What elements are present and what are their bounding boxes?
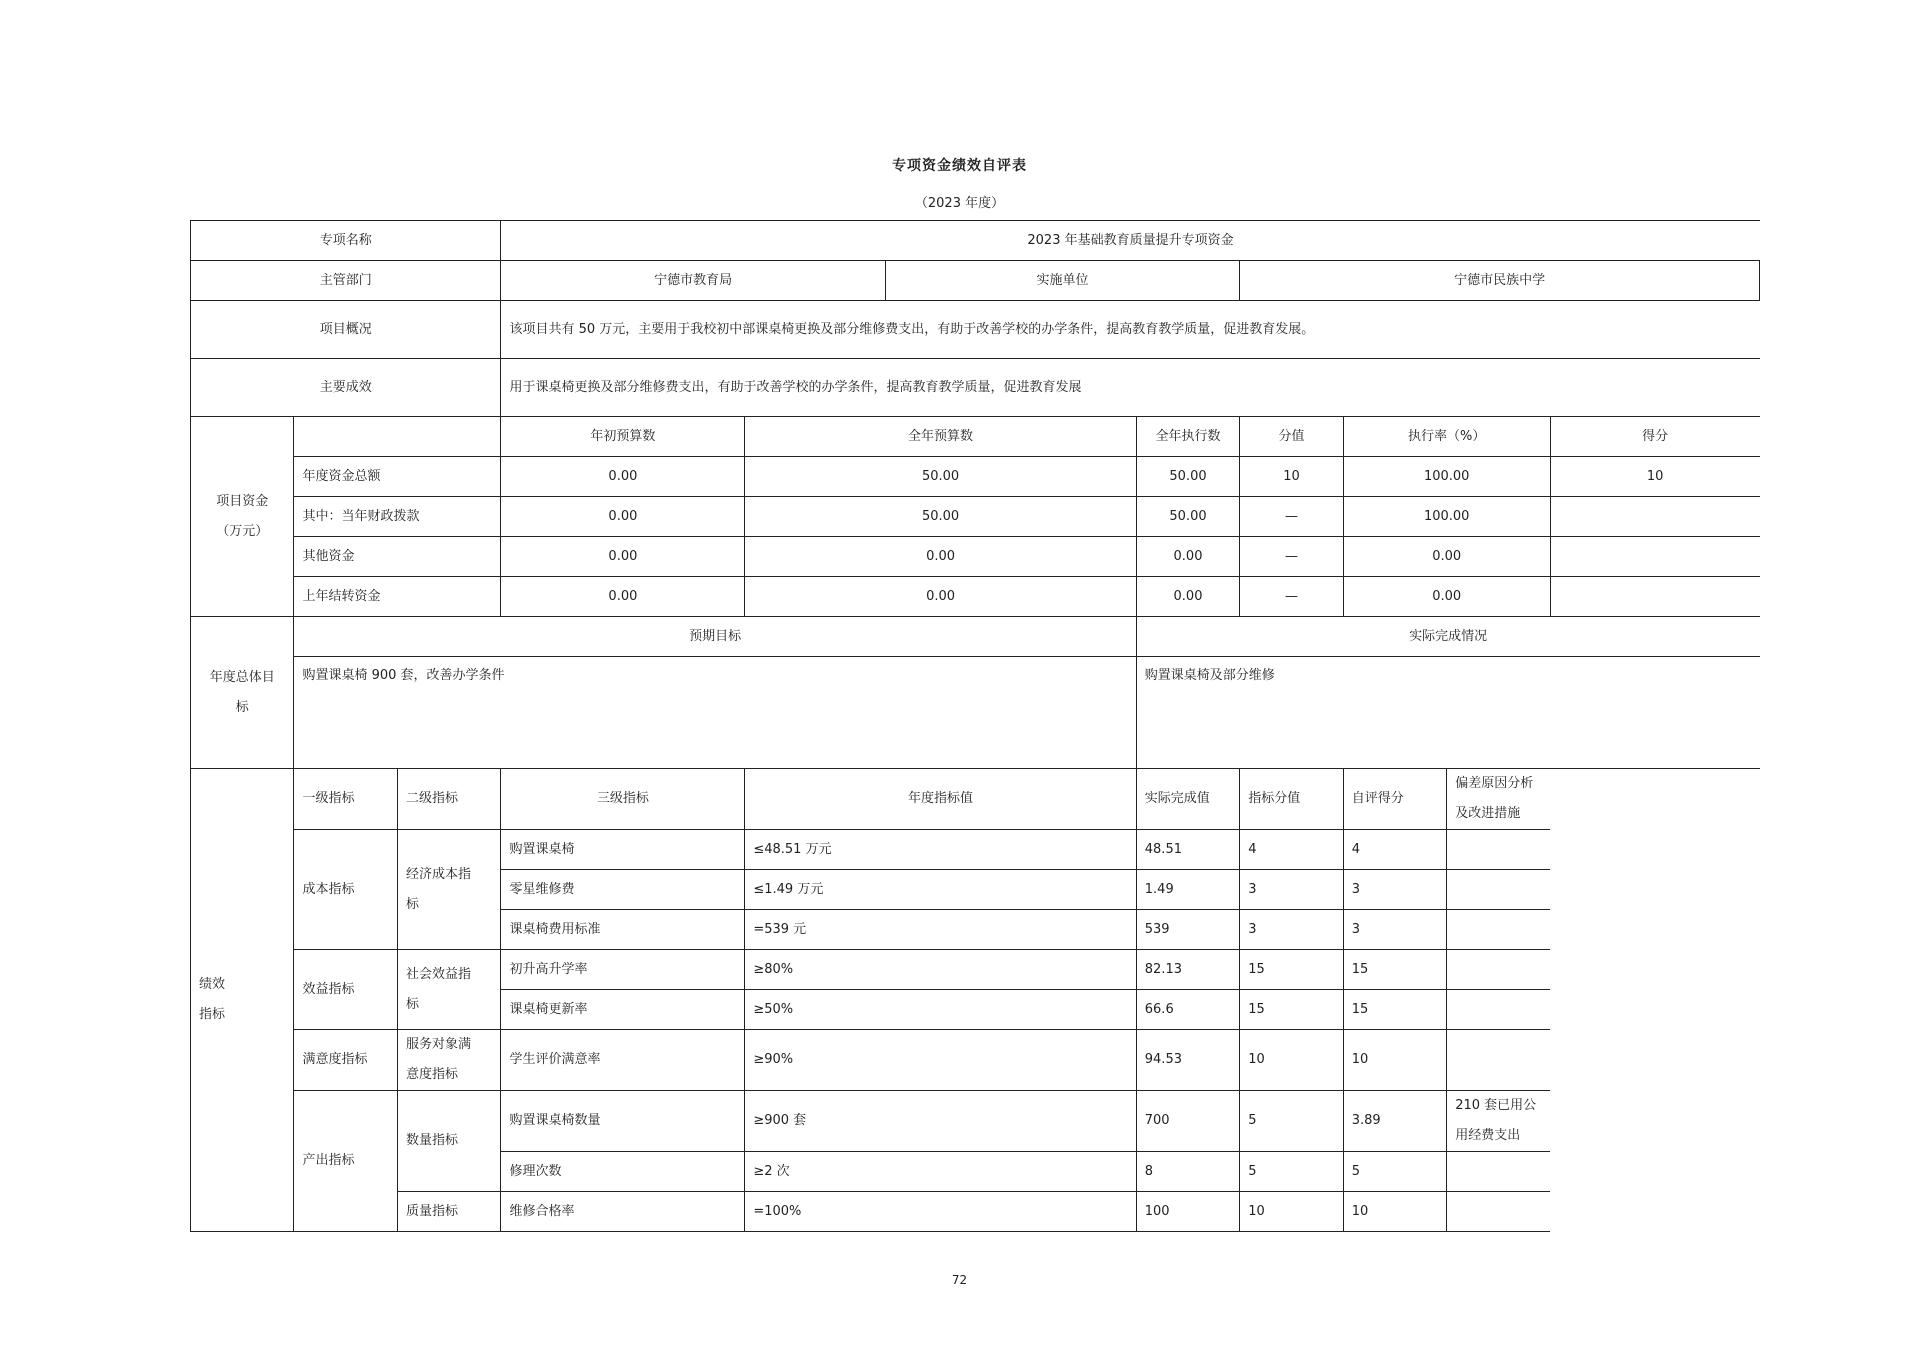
results-label: 主要成效 <box>191 359 501 417</box>
score-value: 5 <box>1343 1152 1446 1192</box>
funds-cell: 10 <box>1240 457 1343 497</box>
funds-col-header: 年初预算数 <box>501 417 745 457</box>
target-value: ≥90% <box>745 1030 1136 1091</box>
level3-indicator: 学生评价满意率 <box>501 1030 745 1091</box>
impl-label: 实施单位 <box>885 261 1240 301</box>
deviation-note <box>1447 1192 1550 1232</box>
target-value: =539 元 <box>745 910 1136 950</box>
funds-cell: 100.00 <box>1343 497 1550 537</box>
actual-value: 94.53 <box>1136 1030 1239 1091</box>
funds-cell: 0.00 <box>501 497 745 537</box>
project-name-label: 专项名称 <box>191 221 501 261</box>
funds-cell: 0.00 <box>501 577 745 617</box>
results-value: 用于课桌椅更换及部分维修费支出，有助于改善学校的办学条件，提高教育教学质量，促进教育发展 <box>501 359 1760 417</box>
funds-cell: 0.00 <box>1136 537 1239 577</box>
funds-cell: 0.00 <box>745 577 1136 617</box>
score-value: 15 <box>1343 950 1446 990</box>
actual-value: 539 <box>1136 910 1239 950</box>
score-value: 4 <box>1343 830 1446 870</box>
project-name-value: 2023 年基础教育质量提升专项资金 <box>501 221 1760 261</box>
deviation-note <box>1447 870 1550 910</box>
funds-row-label: 上年结转资金 <box>294 577 501 617</box>
points-value: 3 <box>1240 870 1343 910</box>
deviation-note <box>1447 830 1550 870</box>
points-value: 10 <box>1240 1192 1343 1232</box>
funds-col-header: 全年预算数 <box>745 417 1136 457</box>
funds-cell: 10 <box>1550 457 1759 497</box>
funds-cell: — <box>1240 497 1343 537</box>
funds-cell: 0.00 <box>501 537 745 577</box>
funds-cell <box>1550 497 1759 537</box>
indicator-col-header: 一级指标 <box>294 769 397 830</box>
score-value: 3 <box>1343 870 1446 910</box>
funds-cell: 0.00 <box>1343 537 1550 577</box>
score-value: 15 <box>1343 990 1446 1030</box>
funds-cell: 0.00 <box>745 537 1136 577</box>
points-value: 3 <box>1240 910 1343 950</box>
funds-cell: 50.00 <box>745 457 1136 497</box>
target-value: ≤1.49 万元 <box>745 870 1136 910</box>
funds-col-header: 分值 <box>1240 417 1343 457</box>
level2-indicator: 数量指标 <box>397 1091 501 1192</box>
overview-value: 该项目共有 50 万元，主要用于我校初中部课桌椅更换及部分维修费支出，有助于改善学校的办学条件，提高教育教学质量，促进教育发展。 <box>501 301 1760 359</box>
dept-label: 主管部门 <box>191 261 501 301</box>
score-value: 10 <box>1343 1192 1446 1232</box>
target-value: ≥50% <box>745 990 1136 1030</box>
funds-cell: — <box>1240 577 1343 617</box>
goals-label: 年度总体目 标 <box>191 617 294 769</box>
level2-indicator: 质量指标 <box>397 1192 501 1232</box>
target-value: ≥2 次 <box>745 1152 1136 1192</box>
actual-value: 48.51 <box>1136 830 1239 870</box>
level3-indicator: 课桌椅更新率 <box>501 990 745 1030</box>
funds-row-label: 其中：当年财政拨款 <box>294 497 501 537</box>
indicator-col-header: 自评得分 <box>1343 769 1446 830</box>
level2-indicator: 服务对象满 意度指标 <box>397 1030 501 1091</box>
funds-cell: 0.00 <box>1136 577 1239 617</box>
funds-cell: 50.00 <box>745 497 1136 537</box>
points-value: 5 <box>1240 1091 1343 1152</box>
deviation-note <box>1447 1152 1550 1192</box>
level1-indicator: 成本指标 <box>294 830 397 950</box>
funds-col-header: 执行率（%） <box>1343 417 1550 457</box>
target-value: ≥80% <box>745 950 1136 990</box>
funds-cell: 50.00 <box>1136 457 1239 497</box>
funds-label: 项目资金 （万元） <box>191 417 294 617</box>
indicator-col-header: 年度指标值 <box>745 769 1136 830</box>
score-value: 3.89 <box>1343 1091 1446 1152</box>
level3-indicator: 课桌椅费用标准 <box>501 910 745 950</box>
level3-indicator: 购置课桌椅数量 <box>501 1091 745 1152</box>
page-subtitle: （2023 年度） <box>914 196 1005 211</box>
actual-value: 700 <box>1136 1091 1239 1152</box>
score-value: 3 <box>1343 910 1446 950</box>
points-value: 5 <box>1240 1152 1343 1192</box>
funds-cell: 100.00 <box>1343 457 1550 497</box>
funds-cell <box>1550 577 1759 617</box>
level3-indicator: 修理次数 <box>501 1152 745 1192</box>
actual-value: 66.6 <box>1136 990 1239 1030</box>
indicator-col-header: 偏差原因分析及改进措施 <box>1447 769 1550 830</box>
indicator-col-header: 三级指标 <box>501 769 745 830</box>
funds-cell: — <box>1240 537 1343 577</box>
level2-indicator: 经济成本指 标 <box>397 830 501 950</box>
indicator-col-header: 指标分值 <box>1240 769 1343 830</box>
target-value: =100% <box>745 1192 1136 1232</box>
level3-indicator: 初升高升学率 <box>501 950 745 990</box>
deviation-note <box>1447 950 1550 990</box>
evaluation-table <box>190 220 1760 1232</box>
funds-cell: 0.00 <box>501 457 745 497</box>
actual-value: 82.13 <box>1136 950 1239 990</box>
funds-cell: 50.00 <box>1136 497 1239 537</box>
indicator-col-header: 二级指标 <box>397 769 501 830</box>
actual-goal-header: 实际完成情况 <box>1136 617 1759 657</box>
points-value: 15 <box>1240 950 1343 990</box>
dept-value: 宁德市教育局 <box>501 261 885 301</box>
level1-indicator: 产出指标 <box>294 1091 397 1232</box>
actual-value: 8 <box>1136 1152 1239 1192</box>
expected-goal-header: 预期目标 <box>294 617 1136 657</box>
funds-row-label: 年度资金总额 <box>294 457 501 497</box>
page-title: 专项资金绩效自评表 <box>892 158 1027 174</box>
actual-value: 100 <box>1136 1192 1239 1232</box>
points-value: 4 <box>1240 830 1343 870</box>
level3-indicator: 维修合格率 <box>501 1192 745 1232</box>
actual-value: 1.49 <box>1136 870 1239 910</box>
indicator-col-header: 实际完成值 <box>1136 769 1239 830</box>
points-value: 10 <box>1240 1030 1343 1091</box>
overview-label: 项目概况 <box>191 301 501 359</box>
level3-indicator: 购置课桌椅 <box>501 830 745 870</box>
level2-indicator: 社会效益指 标 <box>397 950 501 1030</box>
deviation-note: 210 套已用公用经费支出 <box>1447 1091 1550 1152</box>
funds-col-header: 全年执行数 <box>1136 417 1239 457</box>
level1-indicator: 满意度指标 <box>294 1030 397 1091</box>
impl-value: 宁德市民族中学 <box>1240 261 1760 301</box>
page-number: 72 <box>951 1273 968 1287</box>
funds-corner-cell <box>294 417 501 457</box>
level1-indicator: 效益指标 <box>294 950 397 1030</box>
target-value: ≤48.51 万元 <box>745 830 1136 870</box>
indicators-label: 绩效 指标 <box>191 769 294 1232</box>
funds-cell <box>1550 537 1759 577</box>
deviation-note <box>1447 1030 1550 1091</box>
deviation-note <box>1447 990 1550 1030</box>
target-value: ≥900 套 <box>745 1091 1136 1152</box>
funds-cell: 0.00 <box>1343 577 1550 617</box>
level3-indicator: 零星维修费 <box>501 870 745 910</box>
actual-goal-text: 购置课桌椅及部分维修 <box>1136 657 1759 769</box>
score-value: 10 <box>1343 1030 1446 1091</box>
deviation-note <box>1447 910 1550 950</box>
expected-goal-text: 购置课桌椅 900 套，改善办学条件 <box>294 657 1136 769</box>
funds-row-label: 其他资金 <box>294 537 501 577</box>
points-value: 15 <box>1240 990 1343 1030</box>
funds-col-header: 得分 <box>1550 417 1759 457</box>
